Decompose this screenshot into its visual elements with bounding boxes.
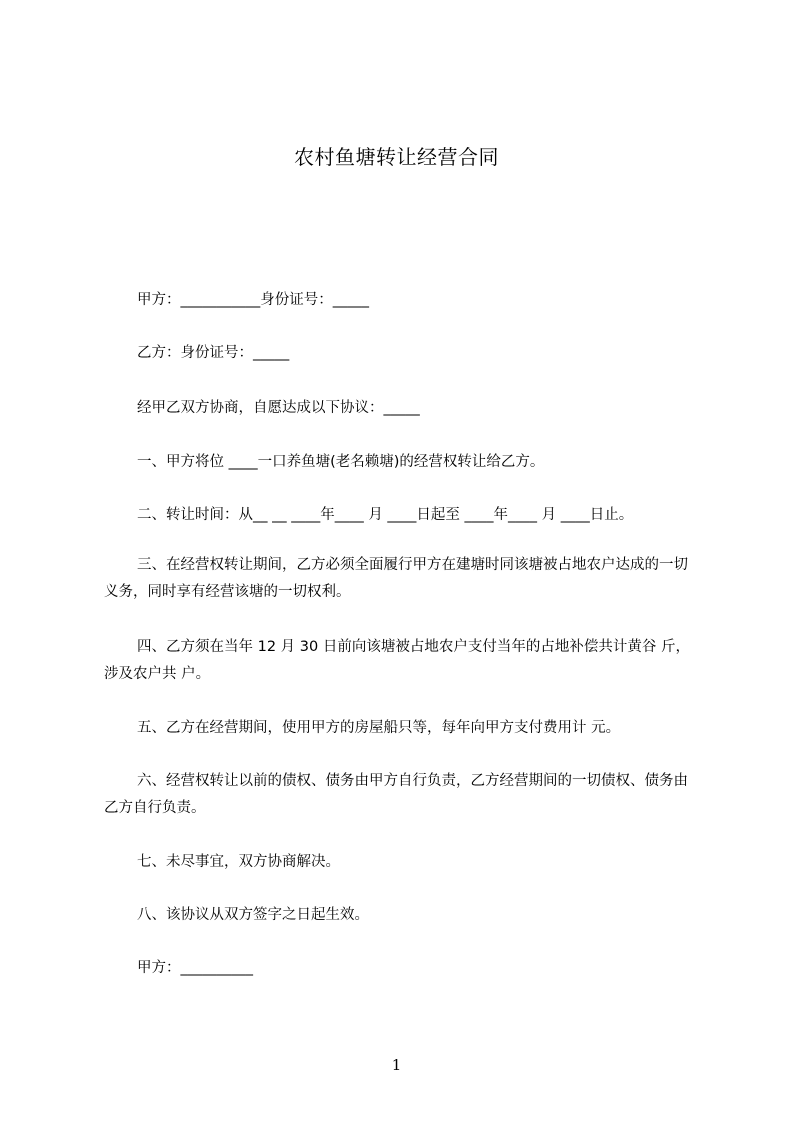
clause-7: 七、未尽事宜，双方协商解决。: [137, 854, 340, 870]
clause-4: 四、乙方须在当年 12 月 30 日前向该塘被占地农户支付当年的占地补偿共计黄谷 斤，涉及农户共 户。: [104, 639, 690, 682]
clause-8: 八、该协议从双方签字之日起生效。: [137, 907, 369, 923]
document-title: 农村鱼塘转让经营合同: [294, 145, 499, 169]
clause-2: 二、转让时间：从__ __ ____年____ 月 ____日起至 ____年____ 月 ____日止。: [137, 507, 634, 523]
party-a-signature-line: 甲方：__________: [137, 960, 253, 976]
clause-3: 三、在经营权转让期间，乙方必须全面履行甲方在建塘时同该塘被占地农户达成的一切义务，同时享有经营该塘的一切权利。: [104, 557, 688, 600]
clause-1: 一、甲方将位 ____一口养鱼塘(老名赖塘)的经营权转让给乙方。: [137, 454, 545, 470]
party-b-line: 乙方：身份证号：_____: [137, 345, 290, 361]
party-a-line: 甲方：___________身份证号：_____: [137, 292, 369, 308]
agreement-intro: 经甲乙双方协商，自愿达成以下协议：_____: [137, 400, 420, 416]
clause-5: 五、乙方在经营期间，使用甲方的房屋船只等，每年向甲方支付费用计 元。: [137, 720, 621, 736]
clause-6: 六、经营权转让以前的债权、债务由甲方自行负责，乙方经营期间的一切债权、债务由乙方自行负责。: [104, 773, 688, 816]
page-number: 1: [391, 1056, 402, 1074]
